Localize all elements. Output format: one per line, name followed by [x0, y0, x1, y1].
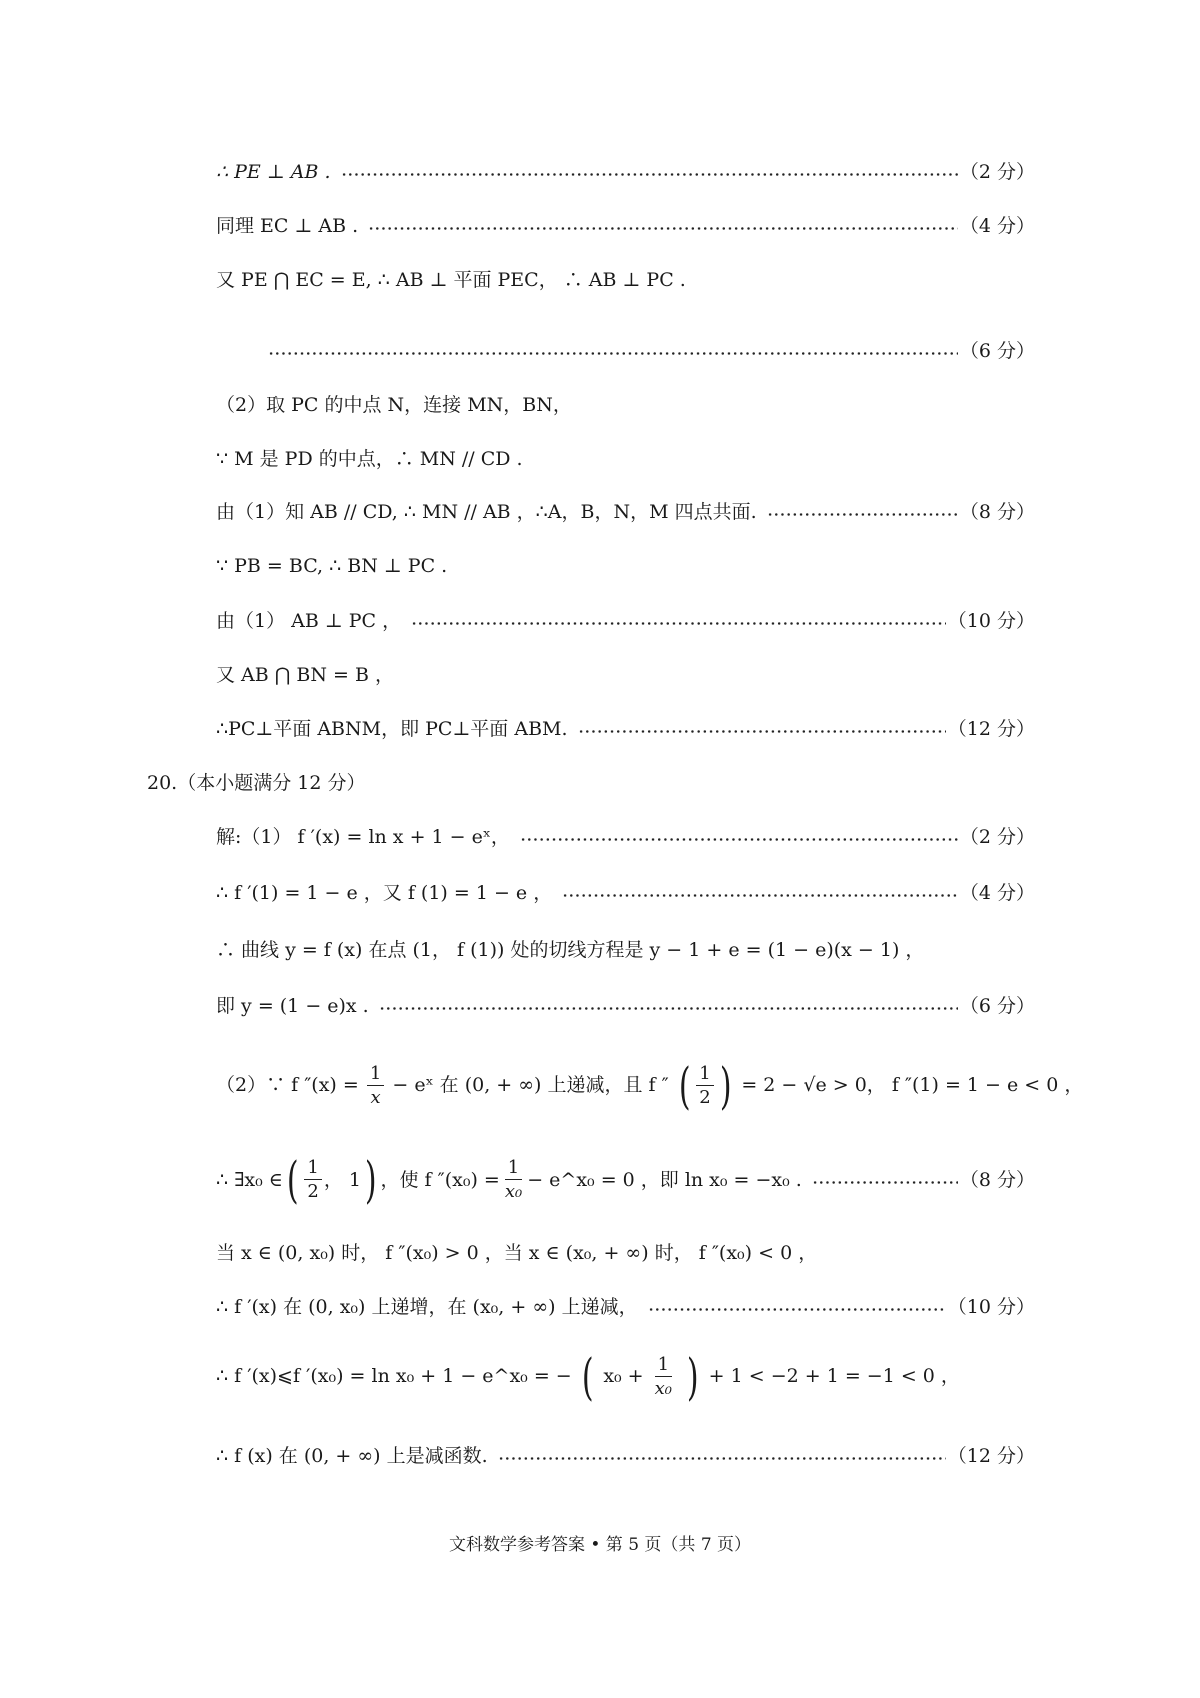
score-label: （8 分）	[959, 1169, 1035, 1191]
fraction-denominator: 2	[699, 1086, 711, 1108]
answer-line-4	[268, 336, 1035, 366]
line-text: ∴ PE ⊥ AB .	[216, 161, 331, 183]
score-label: （10 分）	[947, 1296, 1035, 1318]
question-heading: 20.（本小题满分 12 分）	[147, 772, 366, 794]
left-paren: (	[286, 1151, 299, 1209]
right-paren: )	[719, 1057, 732, 1115]
answer-line-8: ∵ PB = BC, ∴ BN ⊥ PC .	[216, 555, 448, 577]
score-label: （8 分）	[959, 501, 1035, 523]
leader-dots	[578, 730, 946, 733]
line-text: ∴PC⊥平面 ABNM，即 PC⊥平面 ABM.	[216, 718, 568, 740]
line-text: 由（1）知 AB // CD, ∴ MN // AB ，∴A，B，N，M 四点共面.	[216, 501, 757, 523]
leader-dots	[498, 1457, 946, 1460]
answer-line-11	[216, 714, 1035, 744]
line-text: ， 1	[323, 1169, 361, 1191]
answer-line-17	[216, 1055, 1083, 1115]
line-text: ，使 f ″(x₀) =	[380, 1169, 500, 1191]
answer-line-16	[216, 991, 1035, 1021]
score-label: （2 分）	[959, 161, 1035, 183]
left-paren: (	[581, 1348, 594, 1406]
score-label: （4 分）	[959, 215, 1035, 237]
leader-dots	[379, 1007, 958, 1010]
fraction-numerator: 1	[655, 1354, 672, 1377]
fraction	[367, 1063, 384, 1110]
answer-line-1	[216, 157, 1035, 187]
fraction-denominator: x₀	[504, 1180, 523, 1202]
right-paren: )	[686, 1348, 699, 1406]
right-paren: )	[364, 1151, 377, 1209]
fraction	[304, 1157, 321, 1204]
answer-line-10: 又 AB ⋂ BN = B ，	[216, 664, 394, 686]
score-label: （4 分）	[959, 882, 1035, 904]
fraction-denominator: x	[370, 1086, 381, 1108]
leader-dots	[368, 227, 958, 230]
fraction-numerator: 1	[696, 1063, 713, 1086]
answer-line-21	[216, 1346, 960, 1406]
line-text: ∴ ∃x₀ ∈	[216, 1169, 283, 1191]
page-footer: 文科数学参考答案 • 第 5 页（共 7 页）	[448, 1535, 752, 1555]
leader-dots	[648, 1308, 946, 1311]
line-text: ∴ f (x) 在 (0, + ∞) 上是减函数.	[216, 1445, 488, 1467]
answer-line-20	[216, 1292, 1035, 1322]
line-text: = 2 − √e > 0， f ″(1) = 1 − e < 0 ，	[741, 1074, 1084, 1096]
answer-line-13	[216, 822, 1035, 852]
fraction	[502, 1157, 525, 1204]
fraction-numerator: 1	[367, 1063, 384, 1086]
leader-dots	[562, 894, 958, 897]
answer-line-6: ∵ M 是 PD 的中点，∴ MN // CD .	[216, 448, 523, 470]
fraction-denominator: 2	[307, 1180, 319, 1202]
answer-line-7	[216, 497, 1035, 527]
line-text: + 1 < −2 + 1 = −1 < 0 ，	[708, 1365, 960, 1387]
answer-line-14	[216, 878, 1035, 908]
line-text: ∴ f ′(x) 在 (0, x₀) 上递增，在 (x₀, + ∞) 上递减，	[216, 1296, 638, 1318]
fraction	[696, 1063, 713, 1110]
score-label: （6 分）	[959, 995, 1035, 1017]
answer-line-22	[216, 1441, 1035, 1471]
line-text: − eˣ 在 (0, + ∞) 上递减，且 f ″	[392, 1074, 669, 1096]
line-text: 由（1） AB ⊥ PC ，	[216, 610, 402, 632]
fraction-denominator: x₀	[654, 1377, 673, 1399]
line-text: 即 y = (1 − e)x .	[216, 995, 369, 1017]
leader-dots	[268, 352, 958, 355]
fraction	[652, 1354, 675, 1401]
line-text: 同理 EC ⊥ AB .	[216, 215, 359, 237]
fraction-numerator: 1	[304, 1157, 321, 1180]
leader-dots	[812, 1181, 958, 1184]
leader-dots	[767, 513, 958, 516]
answer-line-9	[216, 606, 1035, 636]
answer-line-5: （2）取 PC 的中点 N，连接 MN，BN，	[216, 394, 572, 416]
line-text: x₀ +	[603, 1365, 644, 1387]
line-text: − e^x₀ = 0 ，即 ln x₀ = −x₀ .	[527, 1169, 802, 1191]
left-paren: (	[678, 1057, 691, 1115]
line-text: （2）∵ f ″(x) =	[216, 1074, 359, 1096]
line-text: ∴ f ′(x)⩽f ′(x₀) = ln x₀ + 1 − e^x₀ = −	[216, 1365, 572, 1387]
fraction-numerator: 1	[505, 1157, 522, 1180]
answer-line-2	[216, 211, 1035, 241]
score-label: （6 分）	[959, 340, 1035, 362]
answer-line-3: 又 PE ⋂ EC = E, ∴ AB ⊥ 平面 PEC， ∴ AB ⊥ PC .	[216, 269, 686, 291]
answer-line-18	[216, 1150, 1035, 1210]
leader-dots	[411, 622, 946, 625]
score-label: （10 分）	[947, 610, 1035, 632]
leader-dots	[520, 838, 958, 841]
score-label: （2 分）	[959, 826, 1035, 848]
score-label: （12 分）	[947, 1445, 1035, 1467]
leader-dots	[341, 173, 958, 176]
answer-line-19: 当 x ∈ (0, x₀) 时， f ″(x₀) > 0 ，当 x ∈ (x₀, + ∞) 时， f ″(x₀) < 0 ，	[216, 1242, 818, 1264]
score-label: （12 分）	[947, 718, 1035, 740]
line-text: ∴ f ′(1) = 1 − e ，又 f (1) = 1 − e ，	[216, 882, 553, 904]
line-text: 解:（1） f ′(x) = ln x + 1 − eˣ，	[216, 826, 510, 848]
answer-line-15: ∴ 曲线 y = f (x) 在点 (1， f (1)) 处的切线方程是 y − 1 + e = (1 − e)(x − 1) ，	[216, 939, 925, 961]
